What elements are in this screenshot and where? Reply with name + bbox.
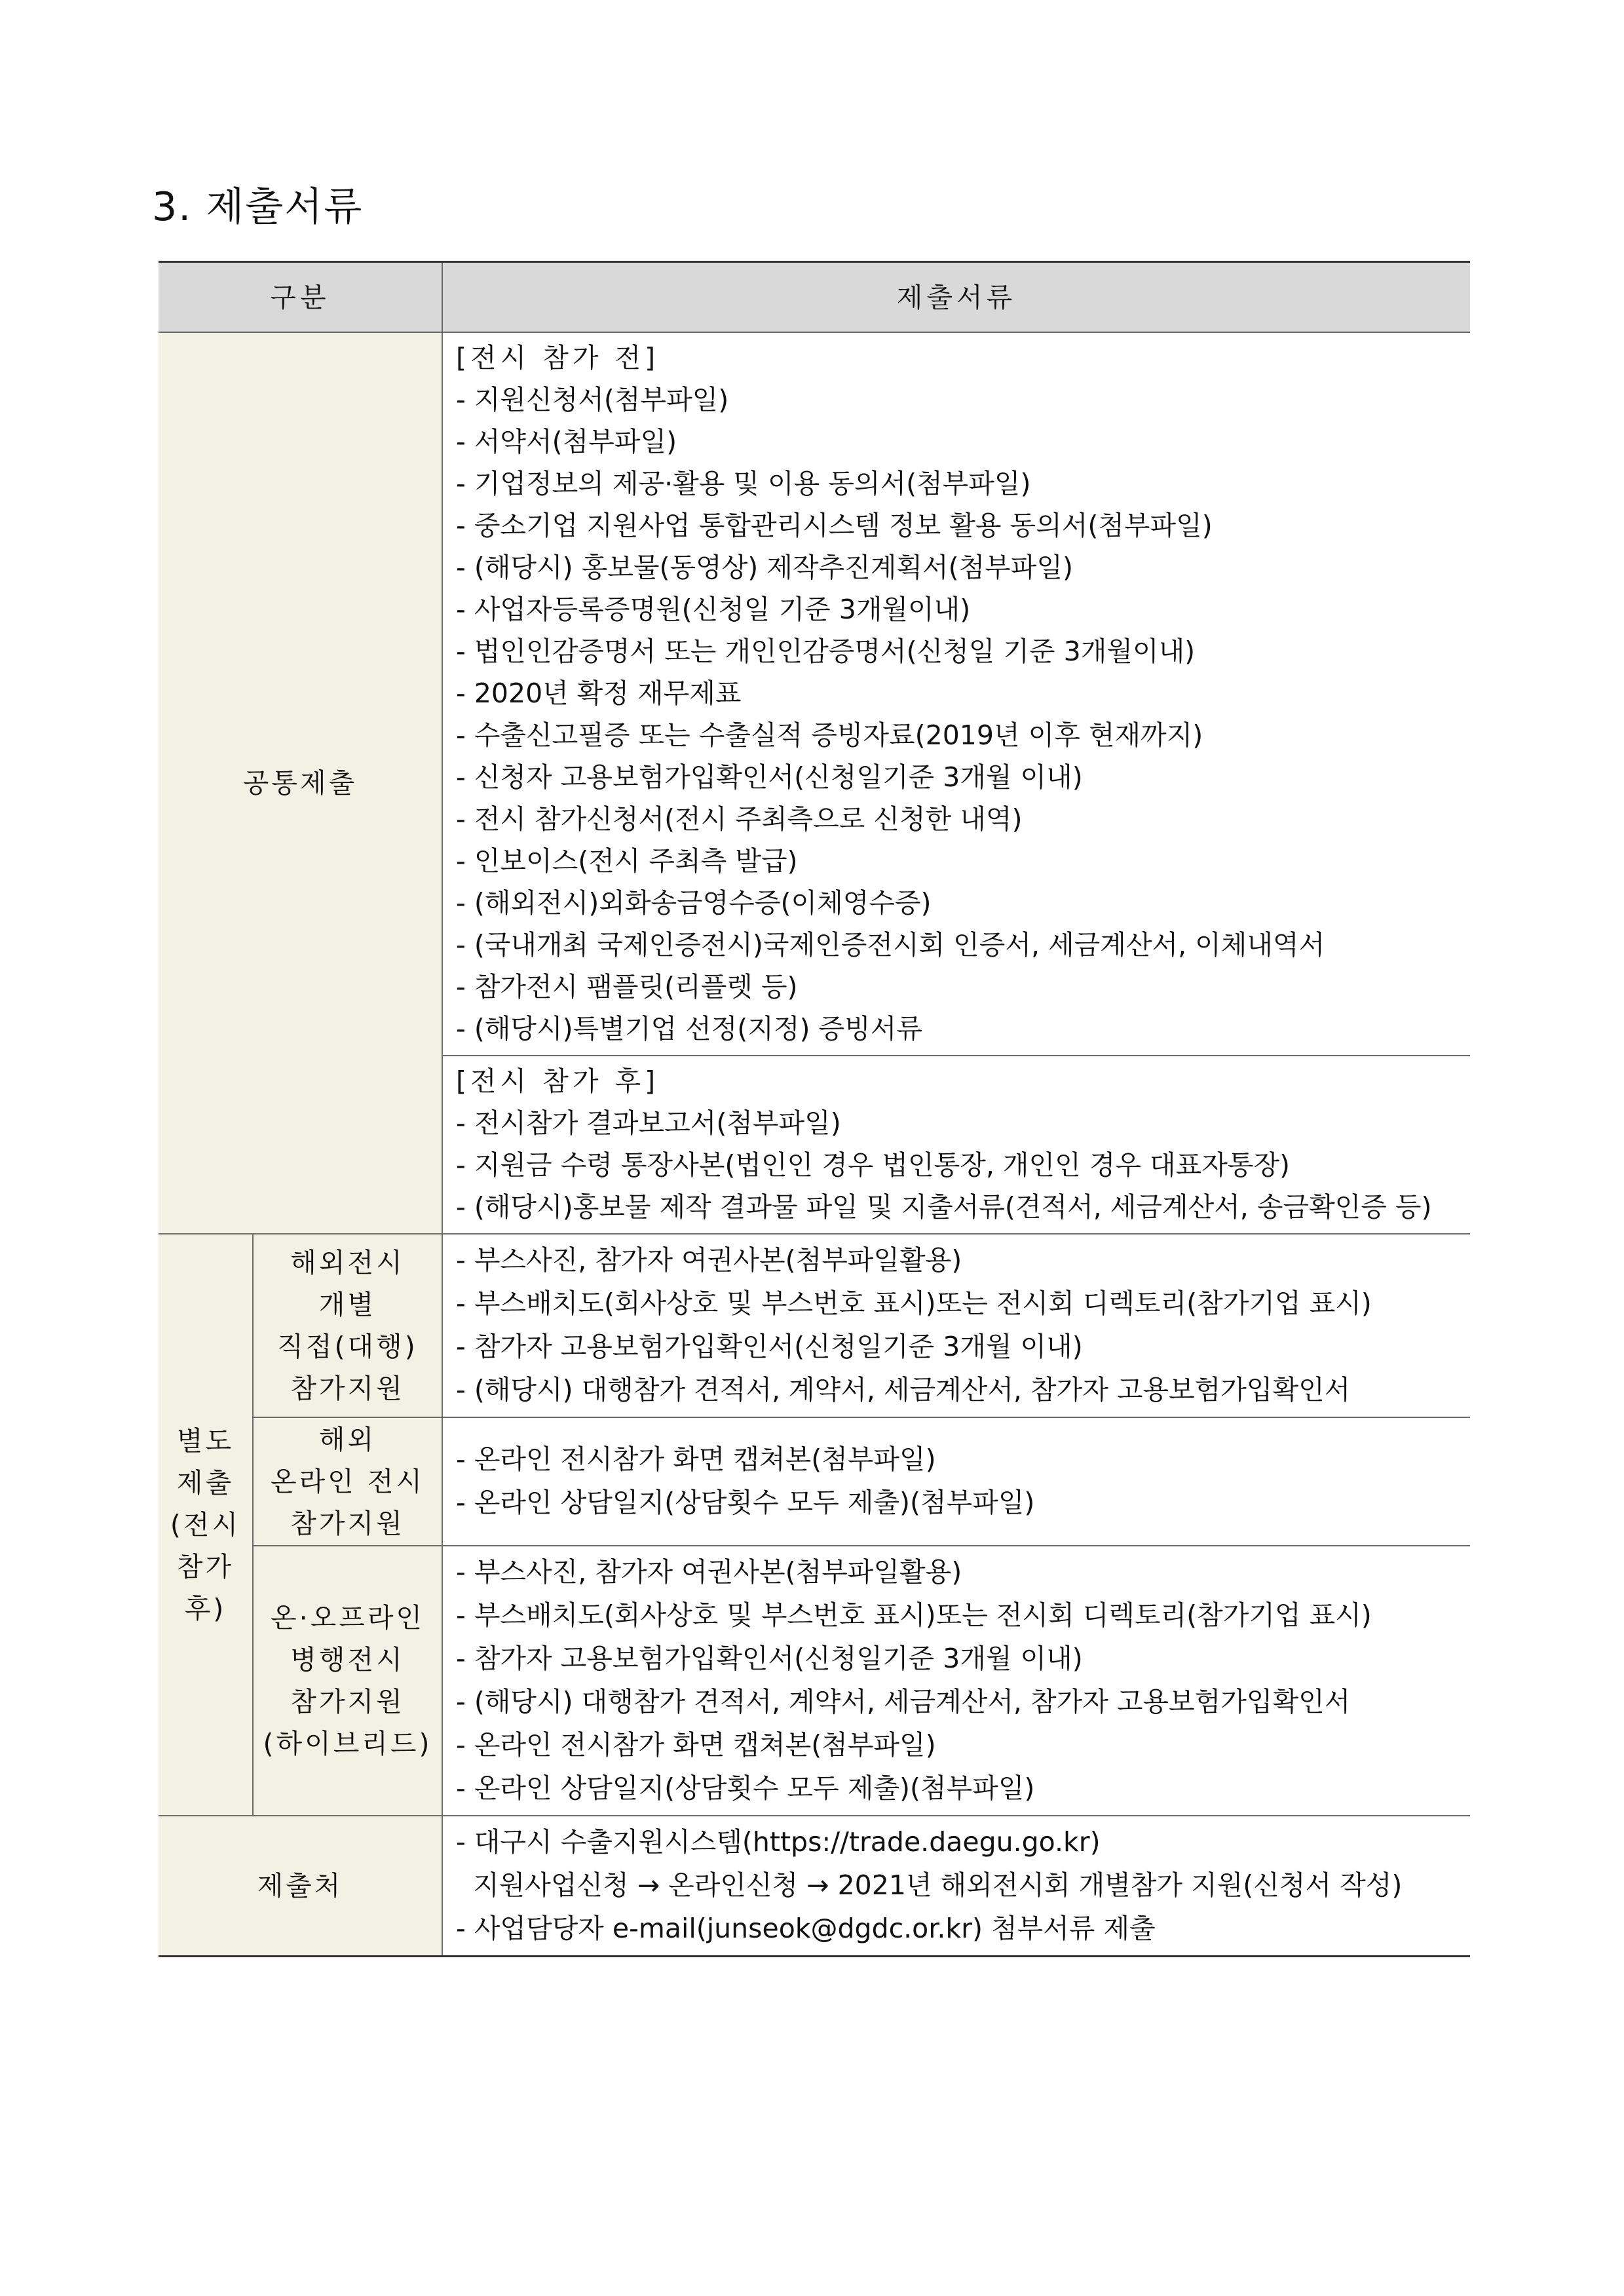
label-line: 참가지원 <box>290 1508 405 1539</box>
before-items-list <box>456 379 1470 1050</box>
list-item: - 참가자 고용보험가입확인서(신청일기준 3개월 이내) <box>456 1331 1083 1362</box>
list-item: - (해당시) 대행참가 견적서, 계약서, 세금계산서, 참가자 고용보험가입확인서 <box>456 1686 1351 1717</box>
list-item: - (해외전시)외화송금영수증(이체영수증) <box>456 887 932 919</box>
overseas-direct-items <box>456 1238 1470 1411</box>
list-item: - 기업정보의 제공·활용 및 이용 동의서(첨부파일) <box>456 468 1031 499</box>
common-submission-label: 공통제출 <box>159 332 442 1234</box>
list-item: - 2020년 확정 재무제표 <box>456 678 742 709</box>
label-line: (하이브리드) <box>263 1728 432 1759</box>
common-after-cell <box>442 1056 1470 1234</box>
header-documents: 제출서류 <box>442 262 1470 333</box>
hybrid-label-lines <box>254 1597 441 1765</box>
label-line: 개별 <box>318 1289 377 1320</box>
overseas-direct-cell <box>442 1234 1470 1417</box>
overseas-online-label <box>253 1417 442 1546</box>
separate-label-lines <box>159 1420 252 1630</box>
after-items-list <box>456 1102 1470 1228</box>
overseas-direct-row <box>159 1234 1470 1417</box>
list-item: - 중소기업 지원사업 통합관리시스템 정보 활용 동의서(첨부파일) <box>456 510 1213 541</box>
table-header-row <box>159 262 1470 333</box>
submission-place-label: 제출처 <box>159 1816 442 1957</box>
list-item: - 부스사진, 참가자 여권사본(첨부파일활용) <box>456 1244 962 1276</box>
hybrid-label <box>253 1546 442 1816</box>
separate-submission-label <box>159 1234 253 1816</box>
overseas-direct-label-lines <box>254 1242 441 1409</box>
common-before-row <box>159 332 1470 1056</box>
label-line: 참가지원 <box>290 1686 405 1717</box>
label-line: 온·오프라인 <box>270 1602 425 1634</box>
after-exhibition-label: [전시 참가 후] <box>456 1065 660 1097</box>
label-line: 제출 <box>176 1467 235 1499</box>
list-item: - 부스배치도(회사상호 및 부스번호 표시)또는 전시회 디렉토리(참가기업 표시) <box>456 1599 1372 1631</box>
list-item: - 인보이스(전시 주최측 발급) <box>456 845 798 877</box>
overseas-direct-label <box>253 1234 442 1417</box>
list-item: - 지원신청서(첨부파일) <box>456 384 729 415</box>
submission-documents-table <box>159 261 1470 1957</box>
hybrid-cell <box>442 1546 1470 1816</box>
list-item: - 부스사진, 참가자 여권사본(첨부파일활용) <box>456 1556 962 1588</box>
before-exhibition-label: [전시 참가 전] <box>456 342 660 373</box>
page-title: 3. 제출서류 <box>152 184 364 230</box>
label-line: 후) <box>184 1593 227 1624</box>
list-item: - (해당시) 홍보물(동영상) 제작추진계획서(첨부파일) <box>456 552 1073 583</box>
list-item: - 법인인감증명서 또는 개인인감증명서(신청일 기준 3개월이내) <box>456 636 1196 667</box>
list-item: - 수출신고필증 또는 수출실적 증빙자료(2019년 이후 현재까지) <box>456 719 1203 751</box>
list-item: - (해당시)홍보물 제작 결과물 파일 및 지출서류(견적서, 세금계산서, 송금확인증 등) <box>456 1191 1432 1223</box>
list-item: - 사업자등록증명원(신청일 기준 3개월이내) <box>456 594 971 625</box>
list-item: - 사업담당자 e-mail(junseok@dgdc.or.kr) 첨부서류 제출 <box>456 1913 1156 1944</box>
list-item: - 전시참가 결과보고서(첨부파일) <box>456 1107 841 1139</box>
label-line: 참가지원 <box>290 1373 405 1404</box>
overseas-online-label-lines <box>254 1419 441 1544</box>
list-item: - (해당시) 대행참가 견적서, 계약서, 세금계산서, 참가자 고용보험가입확인서 <box>456 1374 1351 1406</box>
overseas-online-row <box>159 1417 1470 1546</box>
list-item: - (국내개최 국제인증전시)국제인증전시회 인증서, 세금계산서, 이체내역서 <box>456 929 1325 961</box>
list-item: - (해당시)특별기업 선정(지정) 증빙서류 <box>456 1013 922 1044</box>
list-item: - 참가자 고용보험가입확인서(신청일기준 3개월 이내) <box>456 1643 1083 1674</box>
label-line: 병행전시 <box>290 1644 405 1675</box>
list-item: 지원사업신청 → 온라인신청 → 2021년 해외전시회 개별참가 지원(신청서 작성) <box>456 1869 1403 1901</box>
list-item: - 전시 참가신청서(전시 주최측으로 신청한 내역) <box>456 803 1023 835</box>
list-item: - 참가전시 팸플릿(리플렛 등) <box>456 971 798 1003</box>
label-line: 직접(대행) <box>277 1331 418 1362</box>
submission-place-cell <box>442 1816 1470 1957</box>
list-item: - 온라인 전시참가 화면 캡쳐본(첨부파일) <box>456 1444 936 1475</box>
submission-place-row <box>159 1816 1470 1957</box>
common-before-cell <box>442 332 1470 1056</box>
submission-place-items <box>456 1820 1470 1950</box>
label-line: 해외 <box>318 1424 377 1455</box>
list-item: - 지원금 수령 통장사본(법인인 경우 법인통장, 개인인 경우 대표자통장) <box>456 1149 1291 1181</box>
list-item: - 대구시 수출지원시스템(https://trade.daegu.go.kr) <box>456 1826 1101 1858</box>
list-item: - 온라인 전시참가 화면 캡쳐본(첨부파일) <box>456 1729 936 1761</box>
header-category: 구분 <box>159 262 442 333</box>
list-item: - 신청자 고용보험가입확인서(신청일기준 3개월 이내) <box>456 761 1083 793</box>
overseas-online-cell <box>442 1417 1470 1546</box>
list-item: - 부스배치도(회사상호 및 부스번호 표시)또는 전시회 디렉토리(참가기업 표시) <box>456 1288 1372 1319</box>
label-line: 해외전시 <box>290 1247 405 1278</box>
label-line: 참가 <box>176 1551 235 1582</box>
hybrid-row <box>159 1546 1470 1816</box>
list-item: - 서약서(첨부파일) <box>456 426 677 457</box>
list-item: - 온라인 상담일지(상담횟수 모두 제출)(첨부파일) <box>456 1772 1035 1804</box>
list-item: - 온라인 상담일지(상담횟수 모두 제출)(첨부파일) <box>456 1487 1035 1518</box>
label-line: (전시 <box>170 1509 241 1540</box>
hybrid-items <box>456 1550 1470 1810</box>
label-line: 별도 <box>176 1425 235 1457</box>
overseas-online-items <box>456 1438 1470 1524</box>
label-line: 온라인 전시 <box>270 1466 425 1497</box>
